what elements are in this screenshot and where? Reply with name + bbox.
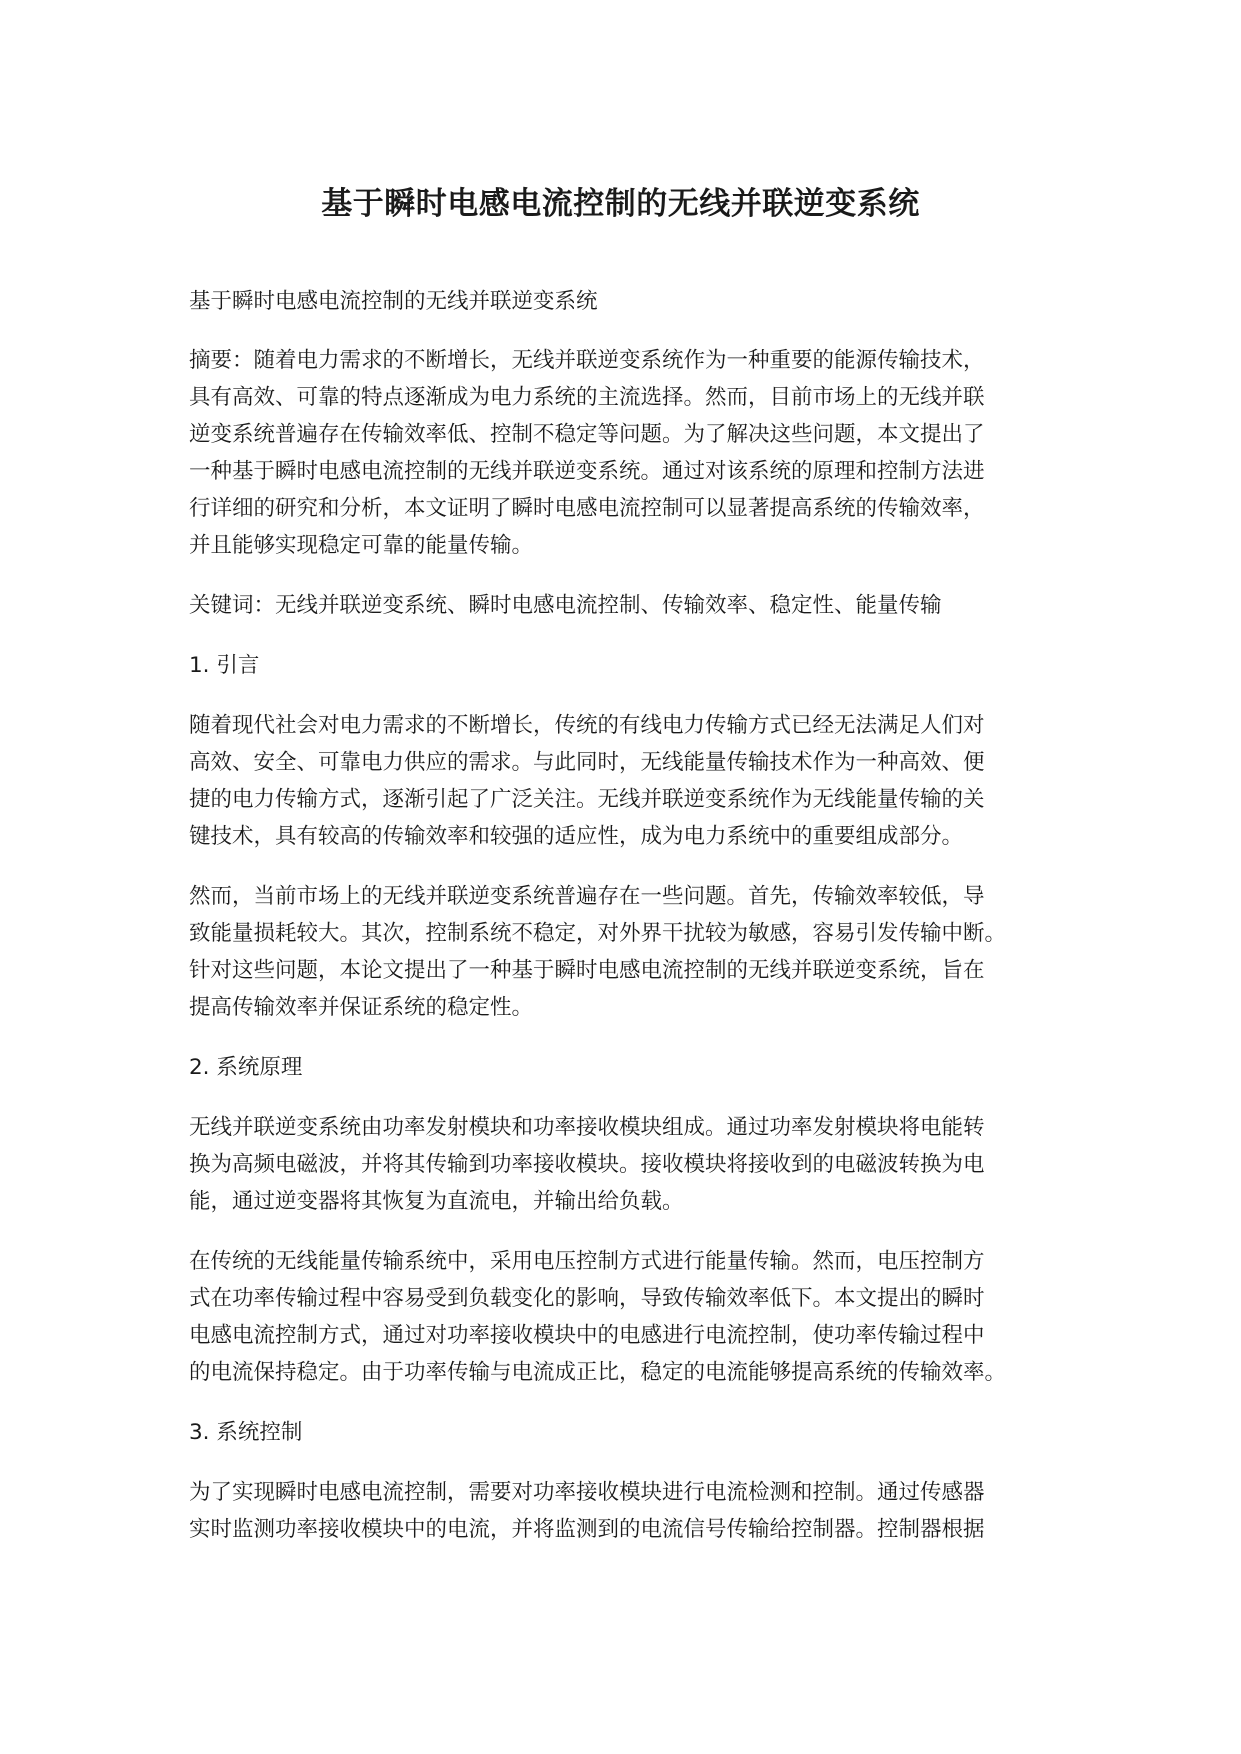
keywords-paragraph bbox=[189, 587, 1069, 624]
abstract-line: 摘要：随着电力需求的不断增长，无线并联逆变系统作为一种重要的能源传输技术， bbox=[189, 348, 985, 373]
section-3-paragraph-1 bbox=[189, 1474, 1069, 1548]
document-subtitle bbox=[189, 283, 1069, 320]
paragraph-line: 能，通过逆变器将其恢复为直流电，并输出给负载。 bbox=[189, 1189, 684, 1214]
paragraph-line: 提高传输效率并保证系统的稳定性。 bbox=[189, 995, 534, 1020]
abstract-line: 逆变系统普遍存在传输效率低、控制不稳定等问题。为了解决这些问题，本文提出了 bbox=[189, 422, 985, 447]
paragraph-line: 然而，当前市场上的无线并联逆变系统普遍存在一些问题。首先，传输效率较低，导 bbox=[189, 884, 985, 909]
section-1-paragraph-2 bbox=[189, 878, 1069, 1026]
paragraph-line: 随着现代社会对电力需求的不断增长，传统的有线电力传输方式已经无法满足人们对 bbox=[189, 713, 985, 738]
section-2-heading bbox=[189, 1049, 1069, 1086]
section-1-heading bbox=[189, 647, 1069, 684]
section-3-heading bbox=[189, 1414, 1069, 1451]
section-heading: 1. 引言 bbox=[189, 653, 260, 678]
section-2-paragraph-2 bbox=[189, 1243, 1069, 1391]
section-heading: 2. 系统原理 bbox=[189, 1055, 303, 1080]
paragraph-line: 致能量损耗较大。其次，控制系统不稳定，对外界干扰较为敏感，容易引发传输中断。 bbox=[189, 921, 1007, 946]
abstract-line: 并且能够实现稳定可靠的能量传输。 bbox=[189, 533, 534, 558]
paragraph-line: 为了实现瞬时电感电流控制，需要对功率接收模块进行电流检测和控制。通过传感器 bbox=[189, 1480, 985, 1505]
document-title: 基于瞬时电感电流控制的无线并联逆变系统 bbox=[321, 186, 920, 222]
section-2-paragraph-1 bbox=[189, 1109, 1069, 1220]
paragraph-line: 换为高频电磁波，并将其传输到功率接收模块。接收模块将接收到的电磁波转换为电 bbox=[189, 1152, 985, 1177]
paragraph-line: 在传统的无线能量传输系统中，采用电压控制方式进行能量传输。然而，电压控制方 bbox=[189, 1249, 985, 1274]
section-heading: 3. 系统控制 bbox=[189, 1420, 303, 1445]
subtitle-text: 基于瞬时电感电流控制的无线并联逆变系统 bbox=[189, 289, 598, 314]
abstract-paragraph bbox=[189, 342, 1069, 564]
paragraph-line: 键技术，具有较高的传输效率和较强的适应性，成为电力系统中的重要组成部分。 bbox=[189, 824, 964, 849]
paragraph-line: 捷的电力传输方式，逐渐引起了广泛关注。无线并联逆变系统作为无线能量传输的关 bbox=[189, 787, 985, 812]
paragraph-line: 实时监测功率接收模块中的电流，并将监测到的电流信号传输给控制器。控制器根据 bbox=[189, 1517, 985, 1542]
paragraph-line: 针对这些问题，本论文提出了一种基于瞬时电感电流控制的无线并联逆变系统，旨在 bbox=[189, 958, 985, 983]
abstract-line: 一种基于瞬时电感电流控制的无线并联逆变系统。通过对该系统的原理和控制方法进 bbox=[189, 459, 985, 484]
abstract-line: 行详细的研究和分析，本文证明了瞬时电感电流控制可以显著提高系统的传输效率， bbox=[189, 496, 985, 521]
paragraph-line: 电感电流控制方式，通过对功率接收模块中的电感进行电流控制，使功率传输过程中 bbox=[189, 1323, 985, 1348]
section-1-paragraph-1 bbox=[189, 707, 1069, 855]
paragraph-line: 无线并联逆变系统由功率发射模块和功率接收模块组成。通过功率发射模块将电能转 bbox=[189, 1115, 985, 1140]
paragraph-line: 的电流保持稳定。由于功率传输与电流成正比，稳定的电流能够提高系统的传输效率。 bbox=[189, 1360, 1007, 1385]
paragraph-line: 式在功率传输过程中容易受到负载变化的影响，导致传输效率低下。本文提出的瞬时 bbox=[189, 1286, 985, 1311]
paragraph-line: 高效、安全、可靠电力供应的需求。与此同时，无线能量传输技术作为一种高效、便 bbox=[189, 750, 985, 775]
abstract-line: 具有高效、可靠的特点逐渐成为电力系统的主流选择。然而，目前市场上的无线并联 bbox=[189, 385, 985, 410]
document-body bbox=[189, 283, 1069, 1548]
keywords-text: 关键词：无线并联逆变系统、瞬时电感电流控制、传输效率、稳定性、能量传输 bbox=[189, 593, 942, 618]
